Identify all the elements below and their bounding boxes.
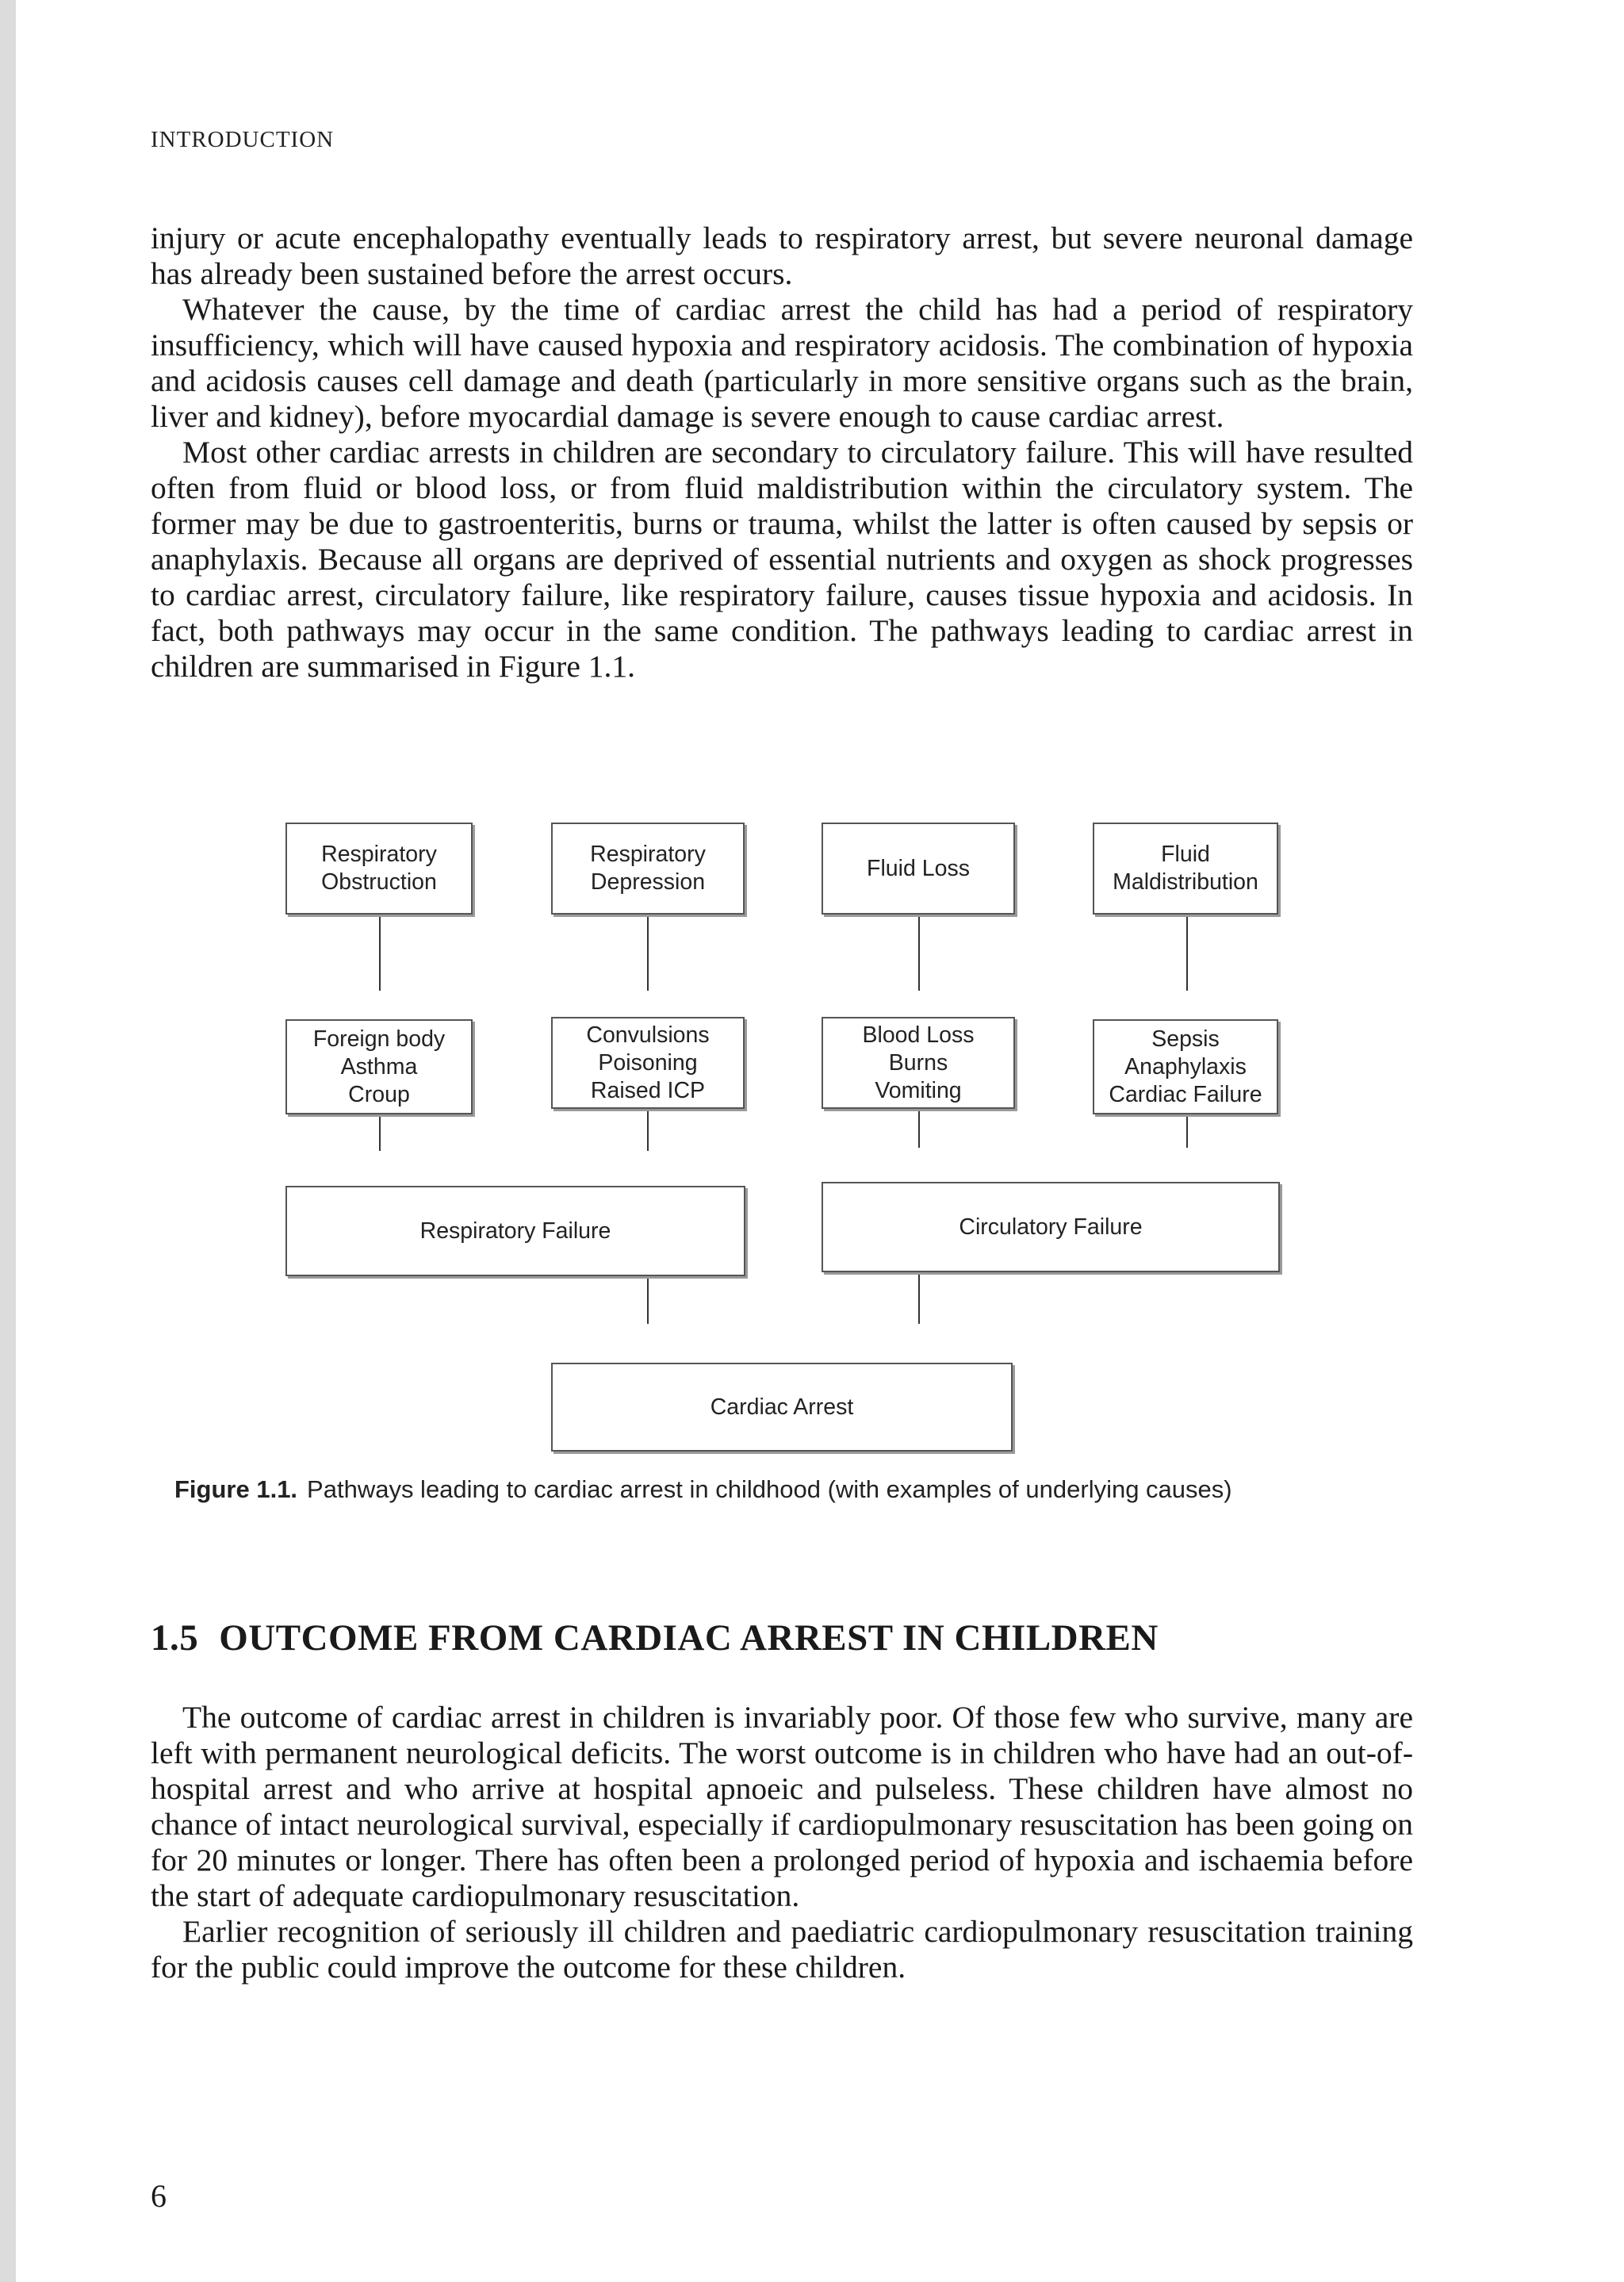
figure-1-1-flowchart (278, 821, 1293, 1455)
page-number: 6 (151, 2178, 167, 2214)
node-label: Circulatory Failure (959, 1214, 1143, 1240)
connector-line (647, 915, 649, 991)
node-label: Cardiac Arrest (710, 1394, 854, 1420)
node-respiratory-depression (551, 823, 745, 915)
node-label: Respiratory Obstruction (321, 842, 437, 895)
running-head: INTRODUCTION (151, 127, 335, 152)
node-label: Fluid Maldistribution (1113, 842, 1258, 895)
node-label: Sepsis Anaphylaxis Cardiac Failure (1109, 1026, 1262, 1107)
paragraph: Whatever the cause, by the time of cardiac arrest the child has had a period of respiratory insufficiency, which will have caused hypoxia and respiratory acidosis. The combination of hypoxia and acidosis causes cell damage and death (particularly in more sensitive organs such as the brain, liver and kidney), before myocardial damage is severe enough to cause cardiac arrest. (151, 292, 1413, 434)
section-title: OUTCOME FROM CARDIAC ARREST IN CHILDREN (219, 1617, 1159, 1659)
node-label: Foreign body Asthma Croup (312, 1026, 446, 1107)
figure-caption (174, 1475, 1459, 1504)
connector-line (918, 915, 920, 991)
node-label: Respiratory Depression (590, 842, 706, 895)
node-label: Respiratory Failure (419, 1218, 611, 1244)
section-heading (151, 1617, 1159, 1659)
paragraph: Most other cardiac arrests in children are secondary to circulatory failure. This will have resulted often from fluid or blood loss, or from fluid maldistribution within the circulatory system. The former may be due to gastroenteritis, burns or trauma, whilst the latter is often caused by sepsis or anaphylaxis. Because all organs are deprived of essential nutrients and oxygen as shock progresses to cardiac arrest, circulatory failure, like respiratory failure, causes tissue hypoxia and acidosis. In fact, both pathways may occur in the same condition. The pathways leading to cardiac arrest in children are summarised in Figure 1.1. (151, 435, 1413, 684)
node-cardiac-arrest (551, 1363, 1013, 1452)
connector-line (379, 915, 381, 991)
node-causes-fluid-loss (822, 1017, 1015, 1109)
paragraph: injury or acute encephalopathy eventually leads to respiratory arrest, but severe neuronal damage has already been sustained before the arrest occurs. (151, 221, 1413, 291)
node-causes-obstruction (285, 1019, 473, 1114)
paragraph: Earlier recognition of seriously ill children and paediatric cardiopulmonary resuscitation training for the public could improve the outcome for these children. (151, 1914, 1413, 1985)
outcome-text-block (151, 1700, 1413, 1985)
node-causes-maldistribution (1093, 1019, 1278, 1114)
intro-text-block (151, 221, 1413, 685)
node-circulatory-failure (822, 1182, 1280, 1272)
caption-label: Figure 1.1. (174, 1475, 298, 1503)
caption-text: Pathways leading to cardiac arrest in childhood (with examples of underlying causes) (307, 1475, 1232, 1503)
node-respiratory-failure (285, 1186, 745, 1276)
section-number: 1.5 (151, 1617, 199, 1659)
node-label: Fluid Loss (867, 855, 970, 881)
node-fluid-maldistribution (1093, 823, 1278, 915)
node-label: Blood Loss Burns Vomiting (862, 1022, 975, 1103)
node-fluid-loss (822, 823, 1015, 915)
node-causes-depression (551, 1017, 745, 1109)
connector-line (1186, 915, 1188, 991)
node-label: Convulsions Poisoning Raised ICP (586, 1022, 710, 1103)
paragraph: The outcome of cardiac arrest in children is invariably poor. Of those few who survive, many are left with permanent neurological deficits. The worst outcome is in children who have had an out-of-hospital arrest and who arrive at hospital apnoeic and pulseless. These children have almost no chance of intact neurological survival, especially if cardiopulmonary resuscitation has been going on for 20 minutes or longer. There has often been a prolonged period of hypoxia and ischaemia before the start of adequate cardiopulmonary resuscitation. (151, 1700, 1413, 1913)
node-respiratory-obstruction (285, 823, 473, 915)
page-spine-shadow (0, 0, 16, 2282)
